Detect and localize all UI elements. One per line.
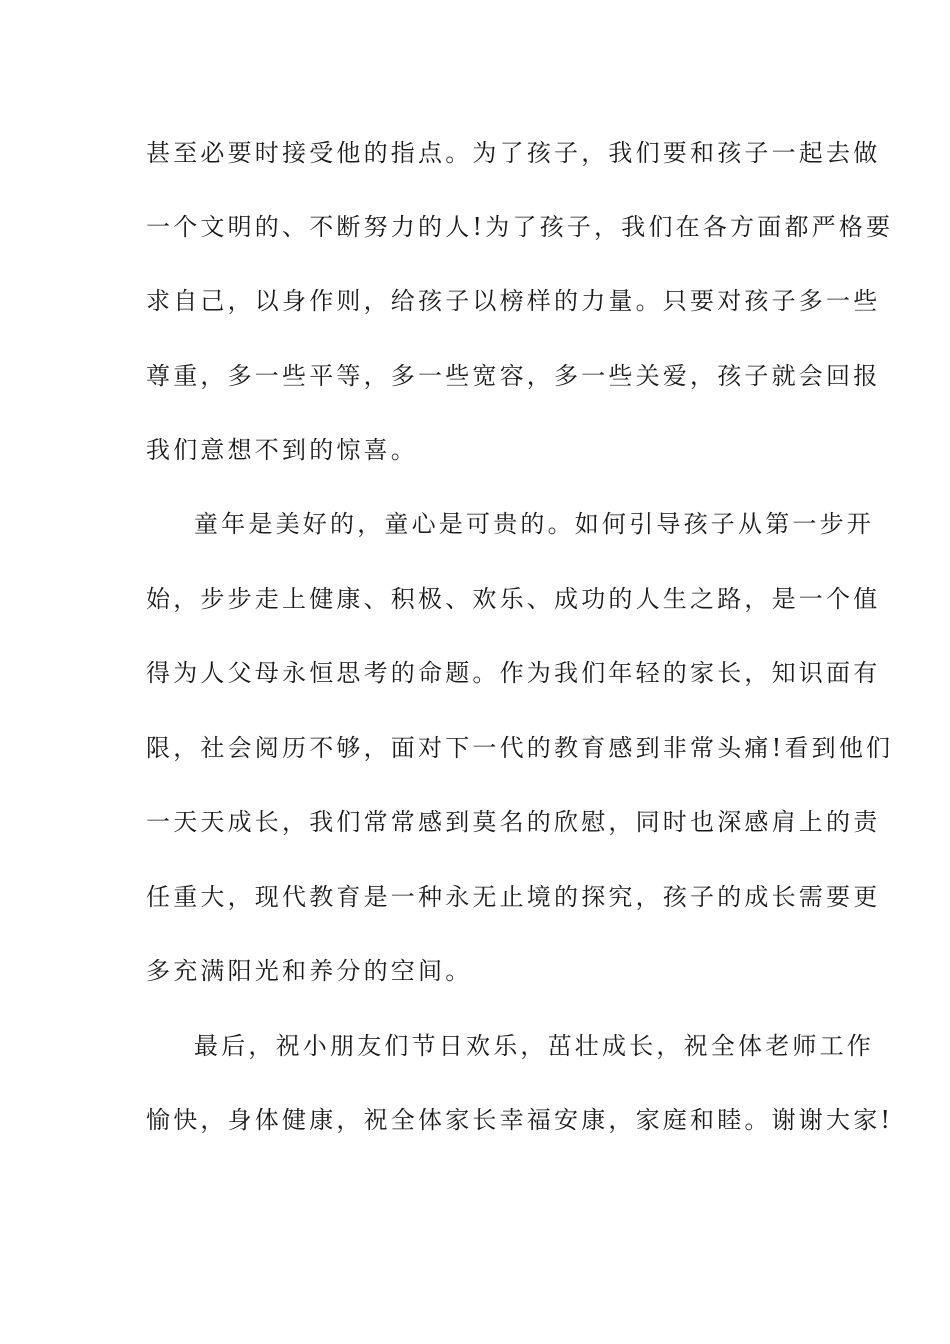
text-line-12: 多充满阳光和养分的空间。	[146, 957, 473, 985]
text-line-14: 愉快，身体健康，祝全体家长幸福安康，家庭和睦。谢谢大家!	[146, 1106, 894, 1134]
text-line-1: 甚至必要时接受他的指点。为了孩子，我们要和孩子一起去做	[146, 139, 881, 167]
text-line-3: 求自己，以身作则，给孩子以榜样的力量。只要对孩子多一些	[146, 287, 881, 315]
paragraph-start-line: 最后，祝小朋友们节日欢乐，茁壮成长，祝全体老师工作	[194, 1032, 874, 1060]
text-line-2: 一个文明的、不断努力的人!为了孩子，我们在各方面都严格要	[146, 213, 894, 241]
text-line-4: 尊重，多一些平等，多一些宽容，多一些关爱，孩子就会回报	[146, 362, 881, 390]
text-line-8: 得为人父母永恒思考的命题。作为我们年轻的家长，知识面有	[146, 659, 881, 687]
paragraph-start-line: 童年是美好的，童心是可贵的。如何引导孩子从第一步开	[194, 510, 874, 538]
text-line-9: 限，社会阅历不够，面对下一代的教育感到非常头痛!看到他们	[146, 734, 894, 762]
text-line-11: 任重大，现代教育是一种永无止境的探究，孩子的成长需要更	[146, 883, 881, 911]
text-line-10: 一天天成长，我们常常感到莫名的欣慰，同时也深感肩上的责	[146, 808, 881, 836]
text-line-7: 始，步步走上健康、积极、欢乐、成功的人生之路，是一个值	[146, 585, 881, 613]
text-line-5: 我们意想不到的惊喜。	[146, 436, 418, 464]
